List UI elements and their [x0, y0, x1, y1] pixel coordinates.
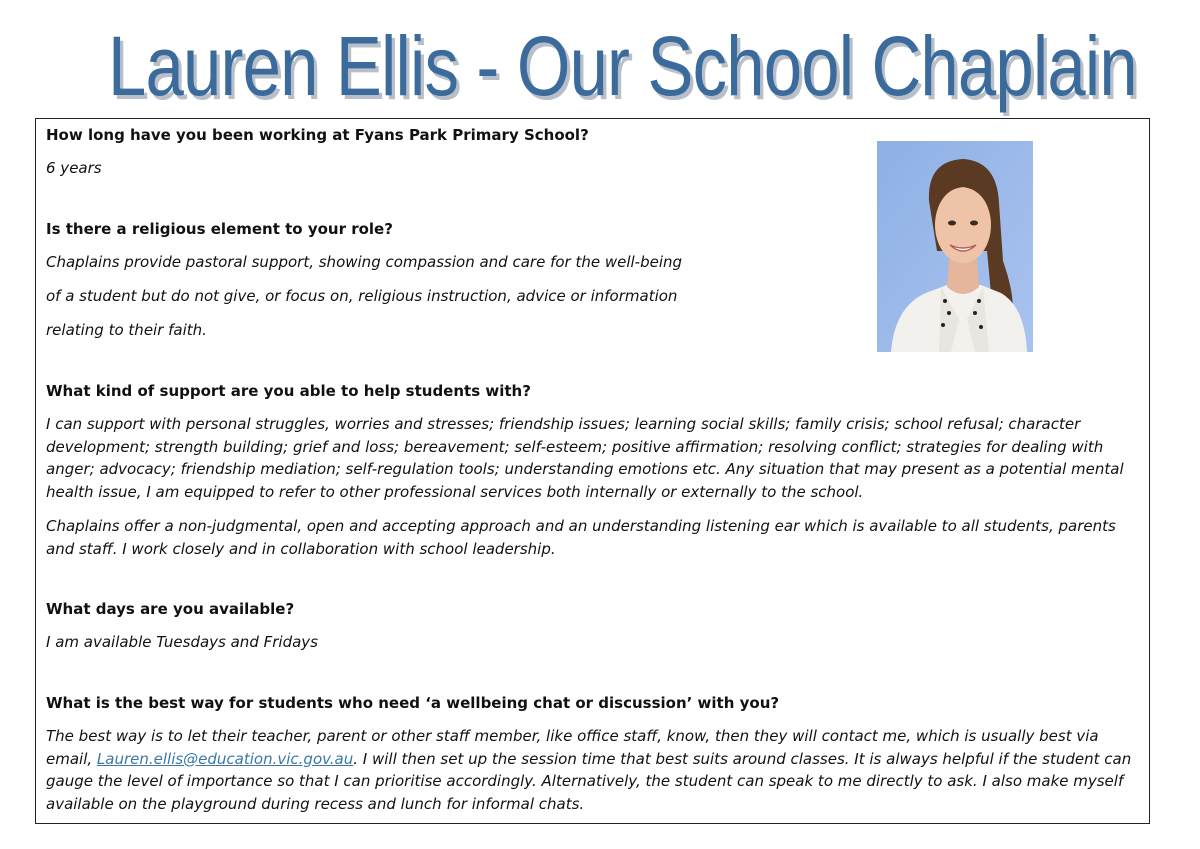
answer-days-available: I am available Tuesdays and Fridays	[46, 633, 318, 651]
question-religious-element: Is there a religious element to your role?	[46, 220, 393, 238]
answer-religious-line-3: relating to their faith.	[46, 321, 207, 339]
answer-contact-text-after: . I will then set up the session time that best suits around classes. It is always helpful if the student can gauge the level of importance so that I can prioritise accordingly. Alternatively, the student can speak to me directly to ask. I also make myself available on the playground during recess and lunch for informal chats.	[46, 749, 1132, 813]
email-link[interactable]: Lauren.ellis@education.vic.gov.au	[96, 749, 354, 768]
answer-religious-line-2: of a student but do not give, or focus on, religious instruction, advice or information	[46, 287, 678, 305]
answer-years-at-school: 6 years	[46, 159, 102, 177]
question-years-at-school: How long have you been working at Fyans Park Primary School?	[46, 126, 589, 144]
answer-contact-text-before: The best way is to let their teacher, parent or other staff member, like office staff, know, then they will contact me, which is usually best via email,	[46, 727, 1099, 768]
chaplain-photo	[877, 141, 1033, 352]
answer-support-paragraph-1: I can support with personal struggles, worries and stresses; friendship issues; learning social skills; family crisis; school refusal; character development; strength building; grief and loss; bereavement; self-esteem; positive affirmation; resolving conflict; strategies for dealing with anger; advocacy; friendship mediation; self-regulation tools; understanding emotions etc. Any situation that may present as a potential mental health issue, I am equipped to refer to other professional services both internally or externally to the school.	[46, 415, 1124, 501]
answer-best-way-to-contact	[46, 725, 1138, 815]
content-box	[35, 118, 1150, 824]
page-title: Lauren Ellis - Our School Chaplain	[108, 19, 1137, 113]
question-support-types: What kind of support are you able to help students with?	[46, 382, 531, 400]
portrait-photo-icon	[877, 141, 1033, 352]
answer-religious-line-1: Chaplains provide pastoral support, showing compassion and care for the well-being	[46, 253, 683, 271]
answer-support-paragraph-2: Chaplains offer a non-judgmental, open and accepting approach and an understanding listening ear which is available to all students, parents and staff. I work closely and in collaboration with school leadership.	[46, 517, 1116, 558]
question-best-way-to-contact: What is the best way for students who need ‘a wellbeing chat or discussion’ with you?	[46, 694, 780, 712]
question-days-available: What days are you available?	[46, 600, 295, 618]
